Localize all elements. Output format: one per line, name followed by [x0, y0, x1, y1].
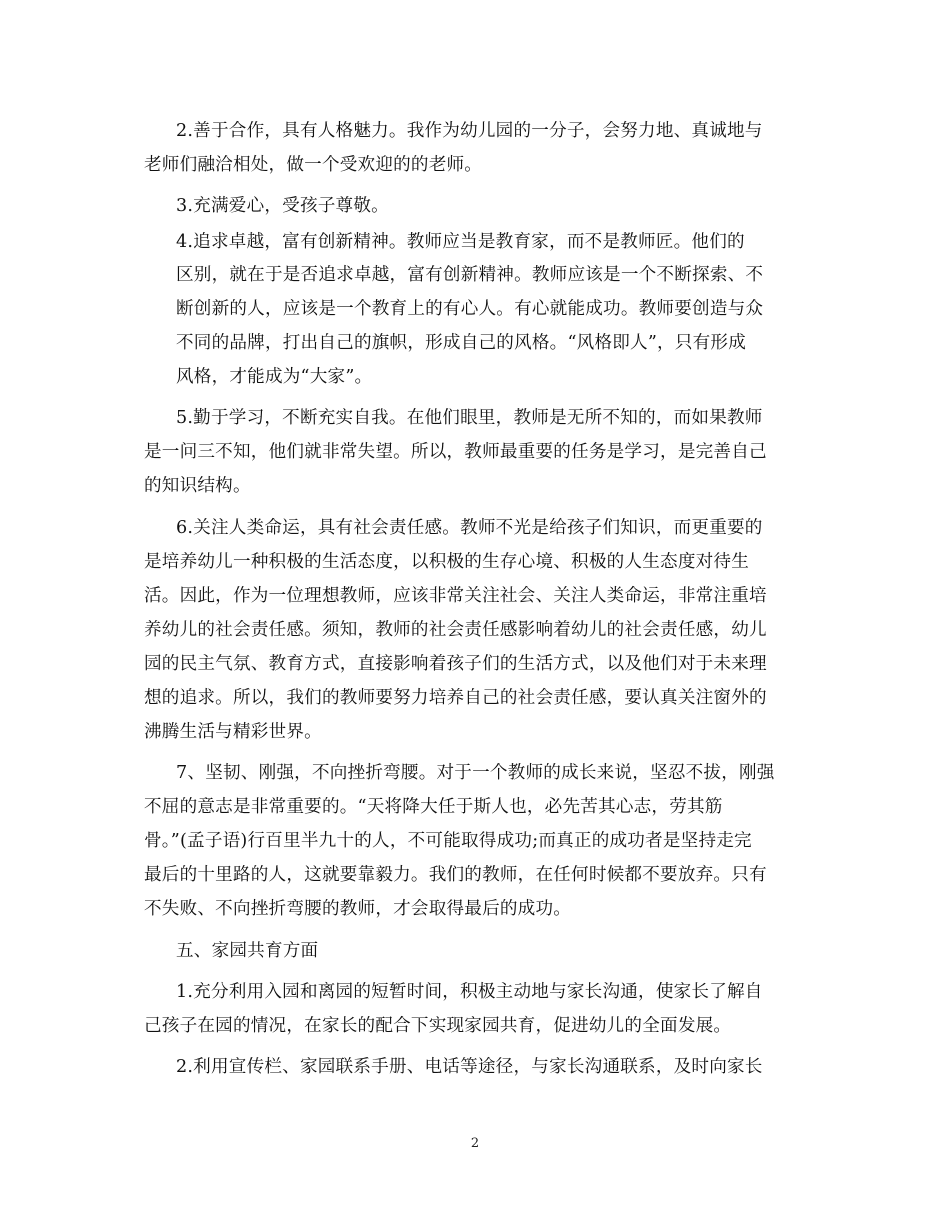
text-line: 1.充分利用入园和离园的短暂时间，积极主动地与家长沟通，使家长了解自 [176, 982, 763, 1002]
text-line: 活。因此，作为一位理想教师，应该非常关注社会、关注人类命运，非常注重培 [144, 586, 767, 606]
text-line: 2.善于合作，具有人格魅力。我作为幼儿园的一分子，会努力地、真诚地与 [176, 121, 763, 141]
text-line: 老师们融洽相处，做一个受欢迎的的老师。 [144, 155, 483, 175]
text-line: 7、坚韧、刚强，不向挫折弯腰。对于一个教师的成长来说，坚忍不拔，刚强 [176, 763, 775, 783]
text-line: 2.利用宣传栏、家园联系手册、电话等途径，与家长沟通联系，及时向家长 [176, 1057, 763, 1077]
text-line: 不同的品牌，打出自己的旗帜，形成自己的风格。“风格即人”，只有形成 [176, 333, 746, 353]
text-line: 6.关注人类命运，具有社会责任感。教师不光是给孩子们知识，而更重要的 [176, 518, 763, 538]
text-line: 不失败、不向挫折弯腰的教师，才会取得最后的成功。 [144, 899, 572, 919]
text-line: 4.追求卓越，富有创新精神。教师应当是教育家，而不是教师匠。他们的 [176, 232, 745, 252]
text-line: 最后的十里路的人，这就要靠毅力。我们的教师，在任何时候都不要放弃。只有 [144, 865, 767, 885]
text-line: 5.勤于学习，不断充实自我。在他们眼里，教师是无所不知的，而如果教师 [176, 408, 763, 428]
text-line: 骨。”(孟子语)行百里半九十的人，不可能取得成功;而真正的成功者是坚持走完 [144, 831, 752, 851]
text-line: 养幼儿的社会责任感。须知，教师的社会责任感影响着幼儿的社会责任感，幼儿 [144, 620, 767, 640]
text-line: 的知识结构。 [144, 476, 251, 496]
text-line: 断创新的人，应该是一个教育上的有心人。有心就能成功。教师要创造与众 [176, 299, 764, 319]
text-line: 区别，就在于是否追求卓越，富有创新精神。教师应该是一个不断探索、不 [176, 265, 764, 285]
text-line: 是培养幼儿一种积极的生活态度，以积极的生存心境、积极的人生态度对待生 [144, 552, 749, 572]
section-heading: 五、家园共育方面 [176, 941, 319, 961]
text-line: 己孩子在园的情况，在家长的配合下实现家园共育，促进幼儿的全面发展。 [144, 1016, 732, 1036]
page-number: 2 [470, 1136, 480, 1151]
text-line: 沸腾生活与精彩世界。 [144, 722, 322, 742]
text-line: 是一问三不知，他们就非常失望。所以，教师最重要的任务是学习，是完善自己 [144, 442, 767, 462]
text-line: 园的民主气氛、教育方式，直接影响着孩子们的生活方式，以及他们对于未来理 [144, 654, 767, 674]
text-line: 不屈的意志是非常重要的。“天将降大任于斯人也，必先苦其心志，劳其筋 [144, 797, 723, 817]
text-line: 想的追求。所以，我们的教师要努力培养自己的社会责任感，要认真关注窗外的 [144, 688, 767, 708]
text-line: 风格，才能成为“大家”。 [176, 367, 373, 387]
text-line: 3.充满爱心，受孩子尊敬。 [176, 196, 389, 216]
